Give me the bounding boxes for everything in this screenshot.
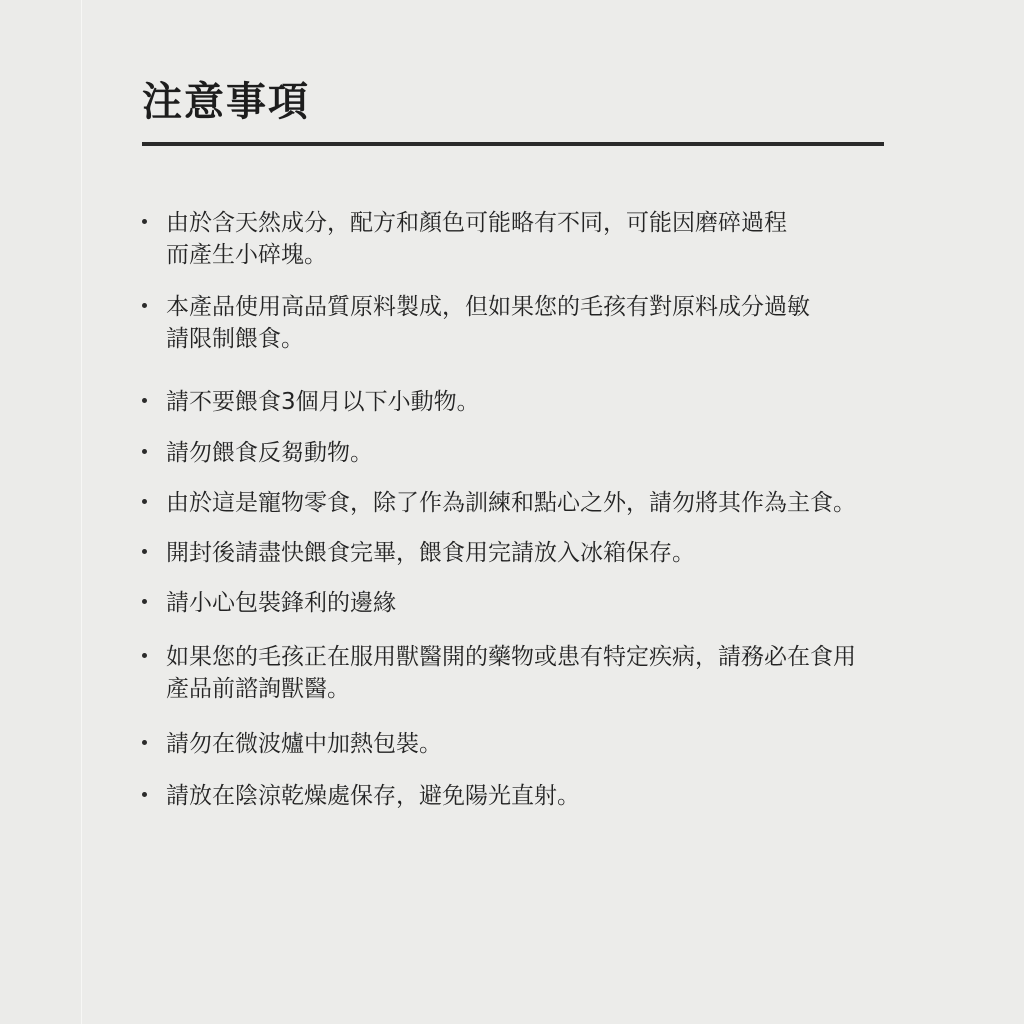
notice-item [142, 537, 972, 569]
notice-line: 本產品使用高品質原料製成，但如果您的毛孩有對原料成分過敏 [166, 294, 810, 320]
left-margin-panel [0, 0, 82, 1024]
notice-line: 請勿餵食反芻動物。 [166, 440, 373, 466]
notice-item-text [142, 641, 972, 705]
notice-item [142, 487, 972, 519]
notice-item [142, 728, 972, 760]
notice-item [142, 207, 972, 271]
notice-item-text [142, 587, 972, 619]
bullet-dot-icon [142, 398, 147, 403]
notice-item-text [142, 780, 972, 812]
notice-item [142, 641, 972, 705]
notice-item-text [142, 207, 972, 271]
notice-line: 而產生小碎塊。 [166, 242, 327, 268]
notice-item [142, 780, 972, 812]
bullet-dot-icon [142, 303, 147, 308]
notice-line: 請放在陰涼乾燥處保存，避免陽光直射。 [166, 783, 580, 809]
bullet-dot-icon [142, 740, 147, 745]
notice-line: 請小心包裝鋒利的邊緣 [166, 590, 396, 616]
notice-item-text [142, 728, 972, 760]
bullet-dot-icon [142, 499, 147, 504]
bullet-dot-icon [142, 449, 147, 454]
bullet-dot-icon [142, 219, 147, 224]
notice-item [142, 291, 972, 355]
bullet-dot-icon [142, 792, 147, 797]
notice-item-text [142, 437, 972, 469]
page-title: 注意事項 [142, 79, 310, 125]
bullet-dot-icon [142, 599, 147, 604]
notice-line: 開封後請盡快餵食完畢，餵食用完請放入冰箱保存。 [166, 540, 695, 566]
notice-line: 請限制餵食。 [166, 326, 304, 352]
notice-item-text [142, 386, 972, 418]
notice-item-text [142, 487, 972, 519]
title-divider [142, 142, 884, 146]
notice-item [142, 437, 972, 469]
notice-line: 產品前諮詢獸醫。 [166, 676, 350, 702]
bullet-dot-icon [142, 653, 147, 658]
notice-line: 如果您的毛孩正在服用獸醫開的藥物或患有特定疾病，請務必在食用 [166, 644, 856, 670]
notice-item-text [142, 537, 972, 569]
notice-line: 由於這是寵物零食，除了作為訓練和點心之外，請勿將其作為主食。 [166, 490, 856, 516]
notice-line: 請勿在微波爐中加熱包裝。 [166, 731, 442, 757]
bullet-dot-icon [142, 549, 147, 554]
notice-item [142, 386, 972, 418]
notice-line: 請不要餵食3個月以下小動物。 [166, 389, 480, 415]
notice-line: 由於含天然成分，配方和顏色可能略有不同，可能因磨碎過程 [166, 210, 787, 236]
notice-section [142, 76, 972, 146]
notice-item [142, 587, 972, 619]
notice-item-text [142, 291, 972, 355]
